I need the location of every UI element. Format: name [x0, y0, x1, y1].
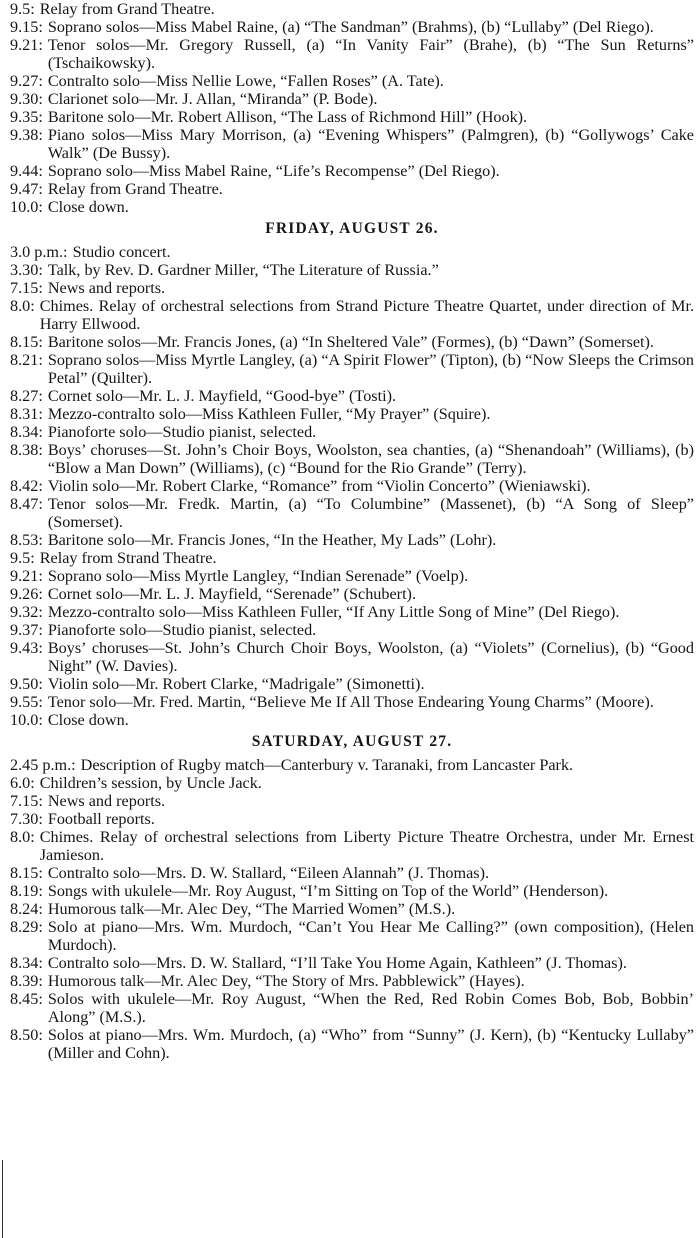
entry-description: Chimes. Relay of orchestral selections from Liberty Picture Theatre Orchestra, under Mr. Ernest Jamieson. [39, 828, 694, 864]
entry-description: Contralto solo—Mrs. D. W. Stallard, “I’ll Take You Home Again, Kathleen” (J. Thomas). [47, 954, 627, 972]
programme-entry [10, 549, 694, 567]
entry-time: 8.47: [10, 495, 43, 513]
entry-description: Baritone solo—Mr. Robert Allison, “The Lass of Richmond Hill” (Hook). [47, 108, 528, 126]
entry-description: Soprano solo—Miss Myrtle Langley, “Indian Serenade” (Voelp). [47, 567, 469, 585]
entry-description: Contralto solo—Mrs. D. W. Stallard, “Eileen Alannah” (J. Thomas). [47, 864, 490, 882]
entry-description: Relay from Grand Theatre. [39, 0, 215, 18]
entry-time: 9.26: [10, 585, 43, 603]
programme-entry [10, 261, 694, 279]
programme-entry [10, 18, 694, 36]
programme-entry [10, 954, 694, 972]
programme-entry [10, 36, 694, 72]
entry-time: 8.53: [10, 531, 43, 549]
entry-description: Studio concert. [72, 243, 171, 261]
entry-description: Description of Rugby match—Canterbury v. Taranaki, from Lancaster Park. [80, 756, 574, 774]
entry-description: Talk, by Rev. D. Gardner Miller, “The Literature of Russia.” [47, 261, 439, 279]
programme-entry [10, 477, 694, 495]
entry-time: 7.30: [10, 810, 43, 828]
programme-entry [10, 198, 694, 216]
entry-time: 8.0: [10, 828, 35, 846]
programme-entry [10, 711, 694, 729]
entry-time: 3.0 p.m.: [10, 243, 68, 261]
entry-description: Solo at piano—Mrs. Wm. Murdoch, “Can’t You Hear Me Calling?” (own composition), (Helen Murdoch). [47, 918, 694, 954]
programme-entry [10, 639, 694, 675]
entry-time: 8.29: [10, 918, 43, 936]
programme-entry [10, 405, 694, 423]
entry-description: Football reports. [47, 810, 155, 828]
programme-entry [10, 1026, 694, 1062]
programme-entry [10, 0, 694, 18]
programme-entry [10, 774, 694, 792]
programme-entry [10, 243, 694, 261]
entry-description: Tenor solos—Mr. Gregory Russell, (a) “In Vanity Fair” (Brahe), (b) “The Sun Returns” (Tschaikowsky). [47, 36, 694, 72]
programme-entry [10, 900, 694, 918]
entry-description: Songs with ukulele—Mr. Roy August, “I’m Sitting on Top of the World” (Henderson). [47, 882, 609, 900]
entry-description: Children’s session, by Uncle Jack. [39, 774, 262, 792]
entry-description: Close down. [47, 711, 129, 729]
programme-entry [10, 441, 694, 477]
entry-time: 8.15: [10, 333, 43, 351]
programme-entry [10, 972, 694, 990]
entry-time: 9.47: [10, 180, 43, 198]
entry-time: 8.19: [10, 882, 43, 900]
entry-time: 8.21: [10, 351, 43, 369]
programme-entry [10, 423, 694, 441]
programme-entry [10, 918, 694, 954]
entry-description: Humorous talk—Mr. Alec Dey, “The Story of Mrs. Pabblewick” (Hayes). [47, 972, 525, 990]
programme-entry [10, 675, 694, 693]
entry-time: 9.38: [10, 126, 43, 144]
programme-entry [10, 864, 694, 882]
entry-time: 9.30: [10, 90, 43, 108]
programme-entry [10, 90, 694, 108]
entry-time: 9.43: [10, 639, 43, 657]
programme-entry [10, 279, 694, 297]
programme-column [10, 0, 694, 1062]
programme-entry [10, 828, 694, 864]
entry-description: Solos with ukulele—Mr. Roy August, “When the Red, Red Robin Comes Bob, Bob, Bobbin’ Along” (M.S.). [47, 990, 694, 1026]
entry-time: 9.50: [10, 675, 43, 693]
entry-time: 8.27: [10, 387, 43, 405]
entry-time: 9.15: [10, 18, 43, 36]
entry-description: Violin solo—Mr. Robert Clarke, “Romance” from “Violin Concerto” (Wieniawski). [47, 477, 591, 495]
programme-entry [10, 108, 694, 126]
entry-description: Tenor solo—Mr. Fred. Martin, “Believe Me If All Those Endearing Young Charms” (Moore). [47, 693, 654, 711]
entry-time: 8.39: [10, 972, 43, 990]
entry-time: 9.5: [10, 549, 35, 567]
entry-description: Pianoforte solo—Studio pianist, selected. [47, 423, 317, 441]
entry-time: 8.15: [10, 864, 43, 882]
programme-entry [10, 567, 694, 585]
programme-entry [10, 585, 694, 603]
day-heading: FRIDAY, AUGUST 26. [265, 220, 439, 237]
programme-entry [10, 387, 694, 405]
entry-description: Soprano solo—Miss Mabel Raine, “Life’s Recompense” (Del Riego). [47, 162, 500, 180]
programme-entry [10, 693, 694, 711]
entry-description: Cornet solo—Mr. L. J. Mayfield, “Serenade” (Schubert). [47, 585, 416, 603]
programme-entry [10, 621, 694, 639]
entry-description: Humorous talk—Mr. Alec Dey, “The Married Women” (M.S.). [47, 900, 456, 918]
day-heading: SATURDAY, AUGUST 27. [251, 733, 453, 750]
entry-description: Solos at piano—Mrs. Wm. Murdoch, (a) “Who” from “Sunny” (J. Kern), (b) “Kentucky Lullaby” (Miller and Cohn). [47, 1026, 694, 1062]
entry-description: Violin solo—Mr. Robert Clarke, “Madrigale” (Simonetti). [47, 675, 425, 693]
entry-time: 9.21: [10, 36, 43, 54]
entry-description: Contralto solo—Miss Nellie Lowe, “Fallen Roses” (A. Tate). [47, 72, 444, 90]
programme-entry [10, 162, 694, 180]
entry-time: 10.0: [10, 198, 43, 216]
entry-description: Pianoforte solo—Studio pianist, selected. [47, 621, 317, 639]
programme-entry [10, 990, 694, 1026]
entry-description: Chimes. Relay of orchestral selections from Strand Picture Theatre Quartet, under direction of Mr. Harry Ellwood. [39, 297, 694, 333]
entry-time: 3.30: [10, 261, 43, 279]
entry-description: Soprano solos—Miss Mabel Raine, (a) “The Sandman” (Brahms), (b) “Lullaby” (Del Riego). [47, 18, 654, 36]
entry-time: 8.50: [10, 1026, 43, 1044]
programme-entry [10, 351, 694, 387]
entry-description: Piano solos—Miss Mary Morrison, (a) “Evening Whispers” (Palmgren), (b) “Gollywogs’ Cake Walk” (De Bussy). [47, 126, 694, 162]
entry-description: Close down. [47, 198, 129, 216]
programme-entry [10, 180, 694, 198]
entry-time: 9.27: [10, 72, 43, 90]
entry-time: 8.24: [10, 900, 43, 918]
entry-time: 8.38: [10, 441, 43, 459]
entry-description: Boys’ choruses—St. John’s Choir Boys, Woolston, sea chanties, (a) “Shenandoah” (Williams), (b) “Blow a Man Down” (Williams), (c) “Bound for the Rio Grande” (Terry). [47, 441, 694, 477]
entry-description: Cornet solo—Mr. L. J. Mayfield, “Good-bye” (Tosti). [47, 387, 397, 405]
entry-description: News and reports. [47, 792, 166, 810]
entry-time: 8.34: [10, 423, 43, 441]
entry-time: 7.15: [10, 792, 43, 810]
entry-time: 9.44: [10, 162, 43, 180]
entry-description: Relay from Grand Theatre. [47, 180, 223, 198]
entry-description: Mezzo-contralto solo—Miss Kathleen Fuller, “My Prayer” (Squire). [47, 405, 491, 423]
entry-time: 8.42: [10, 477, 43, 495]
programme-entry [10, 297, 694, 333]
entry-description: Relay from Strand Theatre. [39, 549, 217, 567]
entry-time: 8.0: [10, 297, 35, 315]
programme-entry [10, 756, 694, 774]
programme-entry [10, 882, 694, 900]
entry-description: Baritone solo—Mr. Francis Jones, “In the Heather, My Lads” (Lohr). [47, 531, 497, 549]
programme-entry [10, 495, 694, 531]
programme-entry [10, 531, 694, 549]
entry-time: 10.0: [10, 711, 43, 729]
programme-entry [10, 603, 694, 621]
entry-time: 9.5: [10, 0, 35, 18]
entry-time: 9.32: [10, 603, 43, 621]
programme-entry [10, 792, 694, 810]
entry-description: Clarionet solo—Mr. J. Allan, “Miranda” (P. Bode). [47, 90, 378, 108]
entry-time: 9.37: [10, 621, 43, 639]
programme-section [10, 0, 694, 216]
programme-entry [10, 126, 694, 162]
programme-entry [10, 810, 694, 828]
entry-time: 7.15: [10, 279, 43, 297]
entry-time: 9.21: [10, 567, 43, 585]
entry-time: 8.45: [10, 990, 43, 1008]
entry-description: Tenor solos—Mr. Fredk. Martin, (a) “To Columbine” (Massenet), (b) “A Song of Sleep” (Somerset). [47, 495, 694, 531]
entry-description: Soprano solos—Miss Myrtle Langley, (a) “A Spirit Flower” (Tipton), (b) “Now Sleeps the Crimson Petal” (Quilter). [47, 351, 694, 387]
column-rule [2, 1160, 3, 1238]
programme-entry [10, 333, 694, 351]
entry-time: 8.31: [10, 405, 43, 423]
entry-time: 6.0: [10, 774, 35, 792]
entry-description: News and reports. [47, 279, 166, 297]
entry-time: 9.35: [10, 108, 43, 126]
entry-time: 8.34: [10, 954, 43, 972]
entry-description: Boys’ choruses—St. John’s Church Choir Boys, Woolston, (a) “Violets” (Cornelius), (b) “Good Night” (W. Davies). [47, 639, 694, 675]
programme-section [10, 220, 694, 729]
programme-section [10, 733, 694, 1062]
entry-description: Baritone solos—Mr. Francis Jones, (a) “In Sheltered Vale” (Formes), (b) “Dawn” (Somerset). [47, 333, 654, 351]
programme-entry [10, 72, 694, 90]
entry-time: 9.55: [10, 693, 43, 711]
entry-description: Mezzo-contralto solo—Miss Kathleen Fuller, “If Any Little Song of Mine” (Del Riego). [47, 603, 620, 621]
entry-time: 2.45 p.m.: [10, 756, 76, 774]
